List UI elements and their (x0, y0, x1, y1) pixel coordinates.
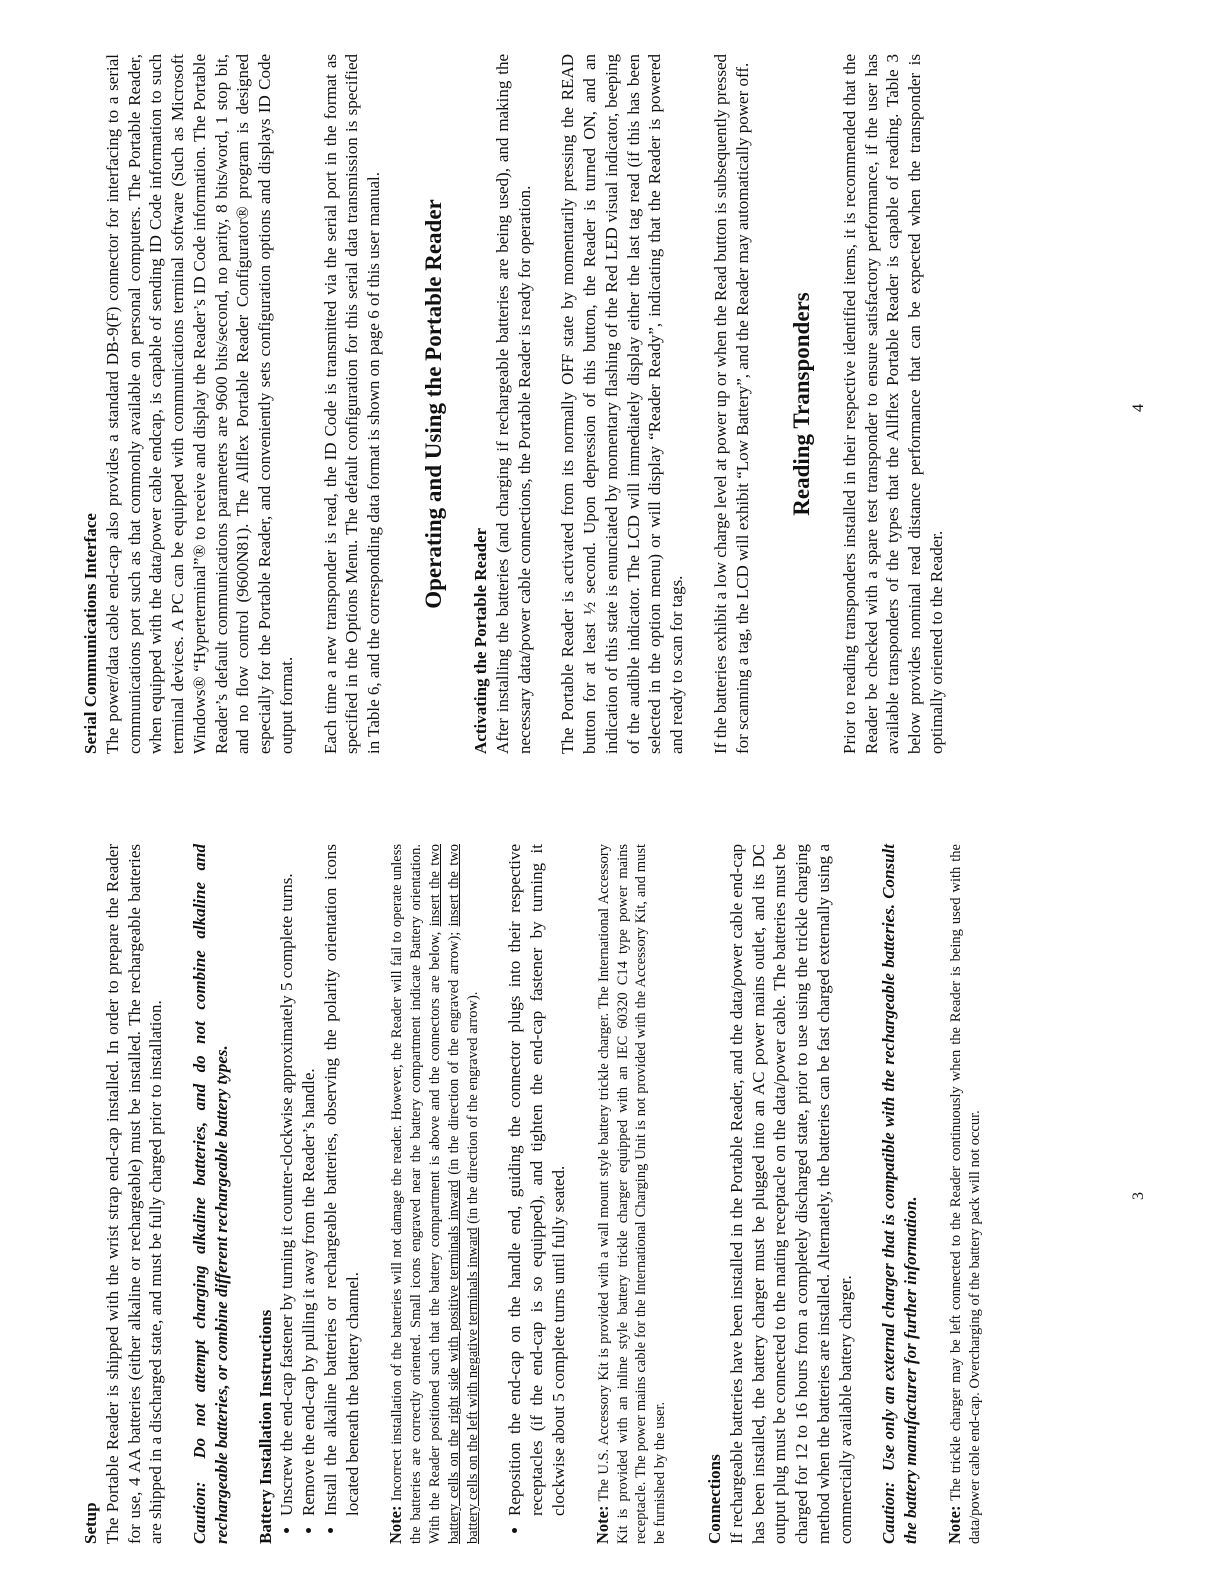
page-number: 4 (1130, 404, 1147, 412)
serial-heading: Serial Communications Interface (81, 513, 100, 754)
note-text: (in the direction of the engraved arrow). (464, 991, 481, 1224)
connections-paragraph: If rechargeable batteries have been installed in the Portable Reader, and the data/power cable end-cap has been installed, the battery charger must be plugged into an AC power mains outlet, and its DC output plug must be connected to the mating receptacle on the data/power cable. The batteries must be charged for 12 to 16 hours from a completely discharged state, prior to use using the trickle charging method when the batteries are installed. Alternately, the batteries can be fast charged externally using a commercially available battery charger. (726, 844, 855, 1544)
page-3-column (80, 844, 1007, 1544)
list-item: • Unscrew the end-cap fastener by turning it counter-clockwise approximately 5 complete turns. (276, 844, 298, 1516)
caution-label: Caution: (190, 1481, 209, 1544)
reading-paragraph: Prior to reading transponders installed in their respective identified items, it is recommended that the Reader be checked with a spare test transponder to ensure satisfactory performance, if the user has available transponders of the types that the Allflex Portable Reader is capable of reading. Table 3 below provides nominal read distance performance that can be expected when the transponder is optimally oriented to the Reader. (839, 54, 946, 754)
note-underlined-instruction: insert the two battery cells on the left with negative terminals inward (445, 843, 481, 1544)
note-label: Note: (592, 1505, 612, 1544)
note-underlined-instruction: insert the two battery cells on the right side with positive terminals inward (426, 844, 462, 1544)
caution-text: Use only an external charger that is compatible with the rechargeable batteries. Consult the battery manufacturer for further information. (879, 844, 921, 1544)
caution-external-charger (878, 844, 922, 1544)
setup-heading: Setup (81, 1502, 100, 1544)
operating-section-title: Operating and Using the Portable Reader (420, 199, 446, 609)
battery-install-heading: Battery Installation Instructions (255, 1309, 275, 1544)
setup-paragraph: The Portable Reader is shipped with the wrist strap end-cap installed. In order to prepare the Reader for use, 4 AA batteries (either alkaline or rechargeable) must be installed. The rechargeable batteries are shipped in a discharged state, and must be fully charged prior to installation. (102, 844, 166, 1544)
page-4-column (80, 54, 970, 754)
note-text: The U.S. Accessory Kit is provided with a wall mount style battery trickle charger. The International Accessory Kit is provided with an inline style battery trickle charger equipped with an IEC 60320 C14 type power mains receptacle. The power mains cable for the International Charging Unit is not provided with the Accessory Kit, and must be furnished by the user. (595, 844, 669, 1544)
list-item: • Install the alkaline batteries or rechargeable batteries, observing the polarity orientation icons located beneath the battery channel. (320, 844, 364, 1516)
note-trickle-charger (944, 844, 985, 1544)
list-item: • Remove the end-cap by pulling it away from the Reader’s handle. (298, 844, 320, 1516)
activating-paragraph: After installing the batteries (and charging if rechargeable batteries are being used), and making the necessary data/power cable connections, the Portable Reader is ready for operation. (492, 54, 534, 754)
serial-paragraph-2: Each time a new transponder is read, the ID Code is transmitted via the serial port in the format as specified in the Options Menu. The default configuration for this serial data transmission is specified in Table 6, and the corresponding data format is shown on page 6 of this user manual. (320, 54, 383, 754)
battery-install-list (276, 844, 363, 1544)
caution-battery-mixing (189, 844, 233, 1544)
note-label: Note: (944, 1505, 964, 1544)
reposition-list (504, 844, 569, 1544)
note-text: The trickle charger may be left connected to the Reader continuously when the Reader is being used with the data/power cable end-cap. Overcharging of the battery pack will not occur. (947, 844, 983, 1544)
page-number: 3 (1130, 1192, 1147, 1200)
note-label: Note: (386, 1505, 406, 1544)
serial-paragraph: The power/data cable end-cap also provides a standard DB-9(F) connector for interfacing to a serial communications port such as that commonly available on personal computers. The Portable Reader, when equipped with the data/power cable endcap, is capable of sending ID Code information to such terminal devices. A PC can be equipped with communications terminal software (Such as Microsoft Windows® “Hyperterminal”® to receive and display the Reader’s ID Code information. The Portable Reader’s default communications parameters are 9600 bits/second, no parity, 8 bits/word, 1 stop bit, and no flow control (9600N81). The Allflex Portable Reader Configurator® program is designed especially for the Portable Reader, and conveniently sets configuration options and displays ID Code output format. (102, 54, 296, 754)
caution-label: Caution: (879, 1481, 899, 1544)
activating-heading: Activating the Portable Reader (471, 527, 491, 754)
activating-paragraph-3: If the batteries exhibit a low charge level at power up or when the Read button is subsequently pressed for scanning a tag, the LCD will exhibit “Low Battery”, and the Reader may automatically power off. (710, 54, 752, 754)
note-text: (in the direction of the engraved arrow); (445, 931, 462, 1175)
list-item: • Reposition the end-cap on the handle end, guiding the connector plugs into their respective receptacles (if the end-cap is so equipped), and tighten the end-cap fastener by turning it clockwise about 5 complete turns until fully seated. (504, 844, 569, 1516)
note-text: Incorrect installation of the batteries will not damage the reader. However, the Reader will fail to operate unless the batteries are correctly oriented. Small icons engraved near the battery compartment indicate Battery orientation. With the Reader positioned such that the battery compartment is above and the connectors are below, (389, 844, 443, 1544)
connections-heading: Connections (705, 1454, 725, 1544)
caution-text: Do not attempt charging alkaline batteries, and do not combine alkaline and rechargeable batteries, or combine different rechargeable battery types. (190, 844, 231, 1544)
note-battery-orientation (385, 844, 482, 1544)
activating-paragraph-2: The Portable Reader is activated from its normally OFF state by momentarily pressing the READ button for at least ½ second. Upon depression of this button, the Reader is turned ON, and an indication of this state is enunciated by momentary flashing of the Red LED visual indicator, beeping of the audible indicator. The LCD will immediately display either the last tag read (if this has been selected in the option menu) or will display “Reader Ready”, indicating that the Reader is powered and ready to scan for tags. (558, 54, 687, 754)
reading-section-title: Reading Transponders (789, 292, 815, 516)
note-accessory-kit (592, 844, 670, 1544)
